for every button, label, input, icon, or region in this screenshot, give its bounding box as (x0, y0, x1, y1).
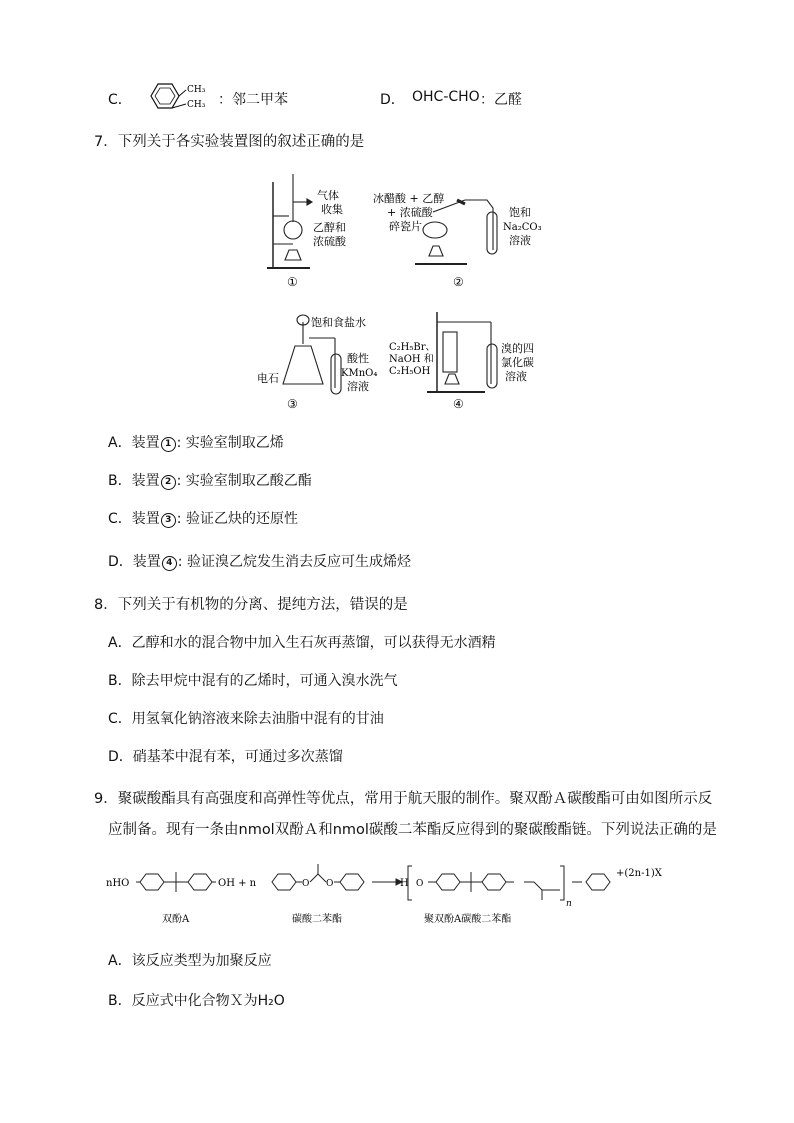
fig4-label-b: NaOH 和 (389, 354, 434, 365)
eq-nho: nHO (106, 878, 130, 889)
ch3-top: CH₃ (187, 85, 206, 95)
fig4-number: ④ (453, 397, 464, 411)
reaction-equation (106, 860, 696, 932)
eq-tail: +(2n-1)X (616, 868, 662, 879)
q6-option-d-formula: OHC-CHO (412, 89, 480, 105)
fig3-label-d: 溶液 (347, 380, 369, 393)
fig4-label-e: 氯化碳 (501, 356, 534, 369)
fig2-label-d: 饱和 (509, 206, 531, 219)
fig1-label-collect: 收集 (321, 203, 343, 216)
fig3-label-b: 酸性 (347, 352, 369, 365)
q7-option-a: A．装置 1 : 实验室制取乙烯 (108, 435, 284, 451)
fig4-label-d: 溴的四 (501, 342, 534, 355)
apparatus-4 (427, 312, 497, 392)
fig2-label-b: + 浓硫酸 (387, 206, 433, 219)
q9-option-a: A．该反应类型为加聚反应 (108, 953, 272, 969)
eq-oh-plus-n: OH + n (218, 878, 257, 889)
apparatus-figure (255, 172, 575, 412)
q9-option-b: B．反应式中化合物Ｘ为H₂O (108, 993, 285, 1009)
fig4-label-f: 溶液 (505, 370, 527, 383)
eq-label-dpc: 碳酸二苯酯 (292, 914, 342, 925)
fig3-label-e: 电石 (257, 372, 279, 385)
q9-stem-line2: 应制备。现有一条由nmol双酚Ａ和nmol碳酸二苯酯反应得到的聚碳酸酯链。下列说法正确的是 (108, 822, 717, 838)
fig4-label-c: C₂H₅OH (389, 366, 431, 377)
eq-o3: O (416, 879, 424, 889)
eq-o1: O (302, 879, 310, 889)
q8-stem: 8．下列关于有机物的分离、提纯方法，错误的是 (94, 597, 408, 613)
fig1-label-reagent1: 乙醇和 (313, 221, 346, 234)
o-xylene-structure (140, 78, 220, 114)
fig4-label-a: C₂H₅Br、 (389, 342, 436, 353)
eq-label-poly: 聚双酚A碳酸二苯酯 (424, 914, 512, 925)
q7-option-d: D．装置 4 : 验证溴乙烷发生消去反应可生成烯烃 (108, 554, 411, 570)
q8-option-d: D．硝基苯中混有苯，可通过多次蒸馏 (108, 749, 343, 765)
eq-n-subscript: n (566, 899, 572, 909)
fig1-label-gas: 气体 (317, 189, 339, 202)
eq-h: H (400, 878, 409, 889)
q6-option-c-text: ：邻二甲苯 (218, 92, 288, 108)
eq-label-bpa: 双酚A (162, 914, 190, 925)
fig2-label-a: 冰醋酸 + 乙醇 (373, 192, 445, 205)
q8-option-b: B．除去甲烷中混有的乙烯时，可通入溴水洗气 (108, 673, 398, 689)
fig1-label-reagent2: 浓硫酸 (313, 235, 346, 248)
fig3-label-c: KMnO₄ (341, 368, 378, 379)
fig2-label-c: 碎瓷片 (389, 220, 422, 233)
apparatus-1 (267, 174, 312, 268)
eq-o2: O (326, 879, 334, 889)
fig2-number: ② (453, 275, 464, 289)
q7-stem: 7．下列关于各实验装置图的叙述正确的是 (94, 134, 365, 150)
q7-option-c: C．装置 3 : 验证乙炔的还原性 (108, 511, 298, 527)
q7-option-b: B．装置 2 : 实验室制取乙酸乙酯 (108, 473, 312, 489)
fig1-number: ① (287, 275, 298, 289)
q6-option-d-text: ：乙醛 (480, 92, 522, 108)
fig3-number: ③ (287, 397, 298, 411)
q8-option-c: C．用氢氧化钠溶液来除去油脂中混有的甘油 (108, 711, 384, 727)
q8-option-a: A．乙醇和水的混合物中加入生石灰再蒸馏，可以获得无水酒精 (108, 635, 496, 651)
q6-option-d-label: D． (380, 92, 405, 108)
q6-option-c-label: C． (108, 92, 132, 108)
q9-stem-line1: 9．聚碳酸酯具有高强度和高弹性等优点，常用于航天服的制作。聚双酚Ａ碳酸酯可由如图所示反 (94, 791, 713, 807)
fig2-label-f: 溶液 (509, 234, 531, 247)
ch3-bottom: CH₃ (187, 100, 206, 110)
fig2-label-e: Na₂CO₃ (503, 222, 542, 233)
fig3-label-a: 饱和食盐水 (311, 316, 366, 329)
